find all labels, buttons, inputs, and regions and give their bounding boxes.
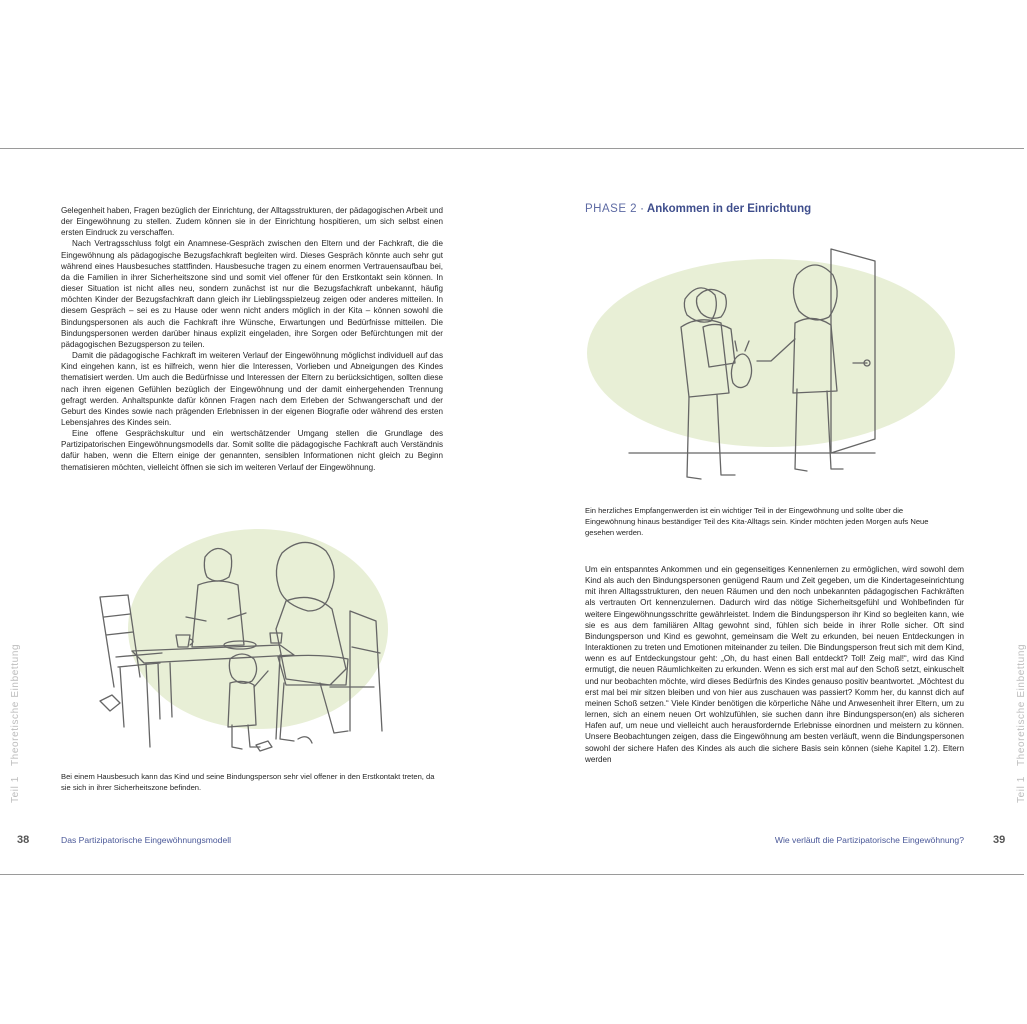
right-body-text — [585, 564, 964, 765]
left-side-label — [10, 644, 21, 803]
book-spread — [0, 148, 1027, 875]
phase-title: Ankommen in der Einrichtung — [646, 203, 812, 215]
right-caption: Ein herzliches Empfangenwerden ist ein wichtiger Teil in der Eingewöhnung und sollte über die Eingewöhnung hinaus beständiger Teil des Kita-Alltags sein. Kinder möchten jeden Morgen aufs Neue gesehen werden. — [585, 506, 929, 537]
phase-separator: · — [640, 203, 644, 215]
paragraph: Eine offene Gesprächskultur und ein wertschätzender Umgang stellen die Grundlage des Partizipatorischen Eingewöhnungsmodells dar. Somit sollte die pädagogische Fachkraft auch Verständnis dafür haben, wenn die Eltern einige der genannten, sensiblen Informationen nicht gleich zu Beginn thematisieren möchten, vielleicht öffnen sie sich im weiteren Verlauf der Eingewöhnung. — [61, 429, 443, 472]
paragraph: Gelegenheit haben, Fragen bezüglich der Einrichtung, der Alltagsstrukturen, der pädagogischen Arbeit und der Eingewöhnung zu stellen. Zudem können sie in der Einrichtung hospitieren, um sich selbst einen ersten Eindruck zu verschaffen. — [61, 206, 444, 238]
left-page — [0, 149, 512, 874]
side-label: Theoretische Einbettung — [10, 643, 21, 767]
side-label: Theoretische Einbettung — [1016, 643, 1027, 767]
paragraph: Damit die pädagogische Fachkraft im weiteren Verlauf der Eingewöhnung möglichst individuell auf das Kind eingehen kann, ist es hilfreich, wenn hier die Interessen, Vorlieben und Abneigungen des Kindes thematisiert werden. Um auch die Bedürfnisse und Interessen der Eltern zu berücksichtigen, sollten diese nach ihren eigenen Gefühlen bezüglich der Eingewöhnung und der damit einhergehenden Trennung gefragt werden. Anhaltspunkte dafür können Fragen nach dem Erleben der Schwangerschaft und der Geburt des Kindes sowie nach prägenden Erlebnissen in der eigenen Biografie oder während des ersten Lebensjahres des Kindes sein. — [61, 351, 443, 427]
right-side-label — [1016, 644, 1027, 803]
phase-heading — [585, 203, 811, 215]
page-number-right: 39 — [993, 834, 1006, 846]
side-part: Teil 1 — [10, 776, 21, 803]
running-title-right: Wie verläuft die Partizipatorische Eingewöhnung? — [774, 835, 964, 845]
page-number-left: 38 — [17, 834, 30, 846]
running-title-left: Das Partizipatorische Eingewöhnungsmodell — [61, 835, 232, 845]
phase-label: PHASE 2 — [585, 203, 638, 215]
home-visit-illustration — [80, 517, 410, 763]
right-page — [512, 149, 1027, 874]
paragraph: Um ein entspanntes Ankommen und ein gegenseitiges Kennenlernen zu ermöglichen, wird sowohl dem Kind als auch den Bindungspersonen genügend Raum und Zeit gegeben, um die Kindertageseinrichtung mit ihren Alltagsstrukturen, den neuen Räumen und den noch unbekannten pädagogischen Fachkräften als vertrauten Ort kennenzulernen. Dadurch wird das nötige Sicherheitsgefühl und Wohlbefinden für weitere Eingewöhnungsschritte gewährleistet. Indem die Bindungsperson ihr Kind so begleiten kann, wie sie es aus dem familiären Alltag gewohnt sind, fühlen sich beide in ihrer Rolle sicher. Oft sind Bindungsperson und Kind es gewohnt, gemeinsam die Welt zu erkunden, bei neuen Entdeckungen in Interaktionen zu treten und Emotionen miteinander zu teilen. Die Bindungsperson freut sich mit dem Kind, wenn es auf Entdeckungstour geht: „Oh, du hast einen Ball entdeckt? Toll! Zeig mal!“, wird das Kind ermutigt, die neuen Räumlichkeiten zu erkunden. Wenn es sich erst mal auf den Schoß setzt, einkuschelt und nur beobachten möchte, wird dieses Bedürfnis des Kindes genauso positiv beantwortet. „Möchtest du erst mal bei mir sitzen bleiben und von hier aus zuschauen was passiert? Komm her, du kannst dich auf meinen Schoß setzen.“ Viele Kinder benötigen die körperliche Nähe und Anwesenheit ihrer Eltern, um zu lernen, sich an einem neuen Ort wohlzufühlen, sie suchen dann ihre Bindungsperson(en) als sicheren Hafen auf, um neue und vielleicht auch herausfordernde Erlebnisse einordnen und meistern zu können. Unsere Beobachtungen zeigen, dass die Eingewöhnung am besten verläuft, wenn die Bindungspersonen sowohl der sichere Hafen des Kindes als auch die sichere Basis sein können (siehe Kapitel 1.2). Eltern werden — [585, 565, 964, 764]
paragraph: Nach Vertragsschluss folgt ein Anamnese-Gespräch zwischen den Eltern und der Fachkraft, die die Eingewöhnung als pädagogische Bezugsfachkraft begleiten wird. Dieses Gespräch könnte auch sehr gut während eines Hausbesuches stattfinden. Hausbesuche tragen zu einem enormen Vertrauensaufbau bei, da die Familien in ihrer Sicherheitszone sind und somit viel offener für den Erstkontakt sein können. In dieser Situation ist nicht alles neu, sondern zunächst ist nur die Bezugsfachkraft unbekannt, häufig möchten Kinder der Bezugsfachkraft dann gleich ihr Lieblingsspielzeug zeigen oder anderes mitteilen. In diesem Gespräch – sei es zu Hause oder wenn nicht anders möglich in der Kita – können sowohl die Bindungspersonen als auch die Fachkraft ihre Wünsche, Erwartungen und Bedürfnisse mitteilen. Die Bindungspersonen werden darüber hinaus explizit eingeladen, ihre Sorgen oder Befürchtungen mit der pädagogischen Bezugsperson zu teilen. — [61, 239, 443, 349]
welcome-illustration — [585, 239, 961, 499]
side-part: Teil 1 — [1016, 776, 1027, 803]
left-body-text — [61, 205, 443, 473]
left-caption: Bei einem Hausbesuch kann das Kind und seine Bindungsperson sehr viel offener in den Erstkontakt treten, da sie sich in ihrer Sicherheitszone befinden. — [61, 772, 435, 792]
